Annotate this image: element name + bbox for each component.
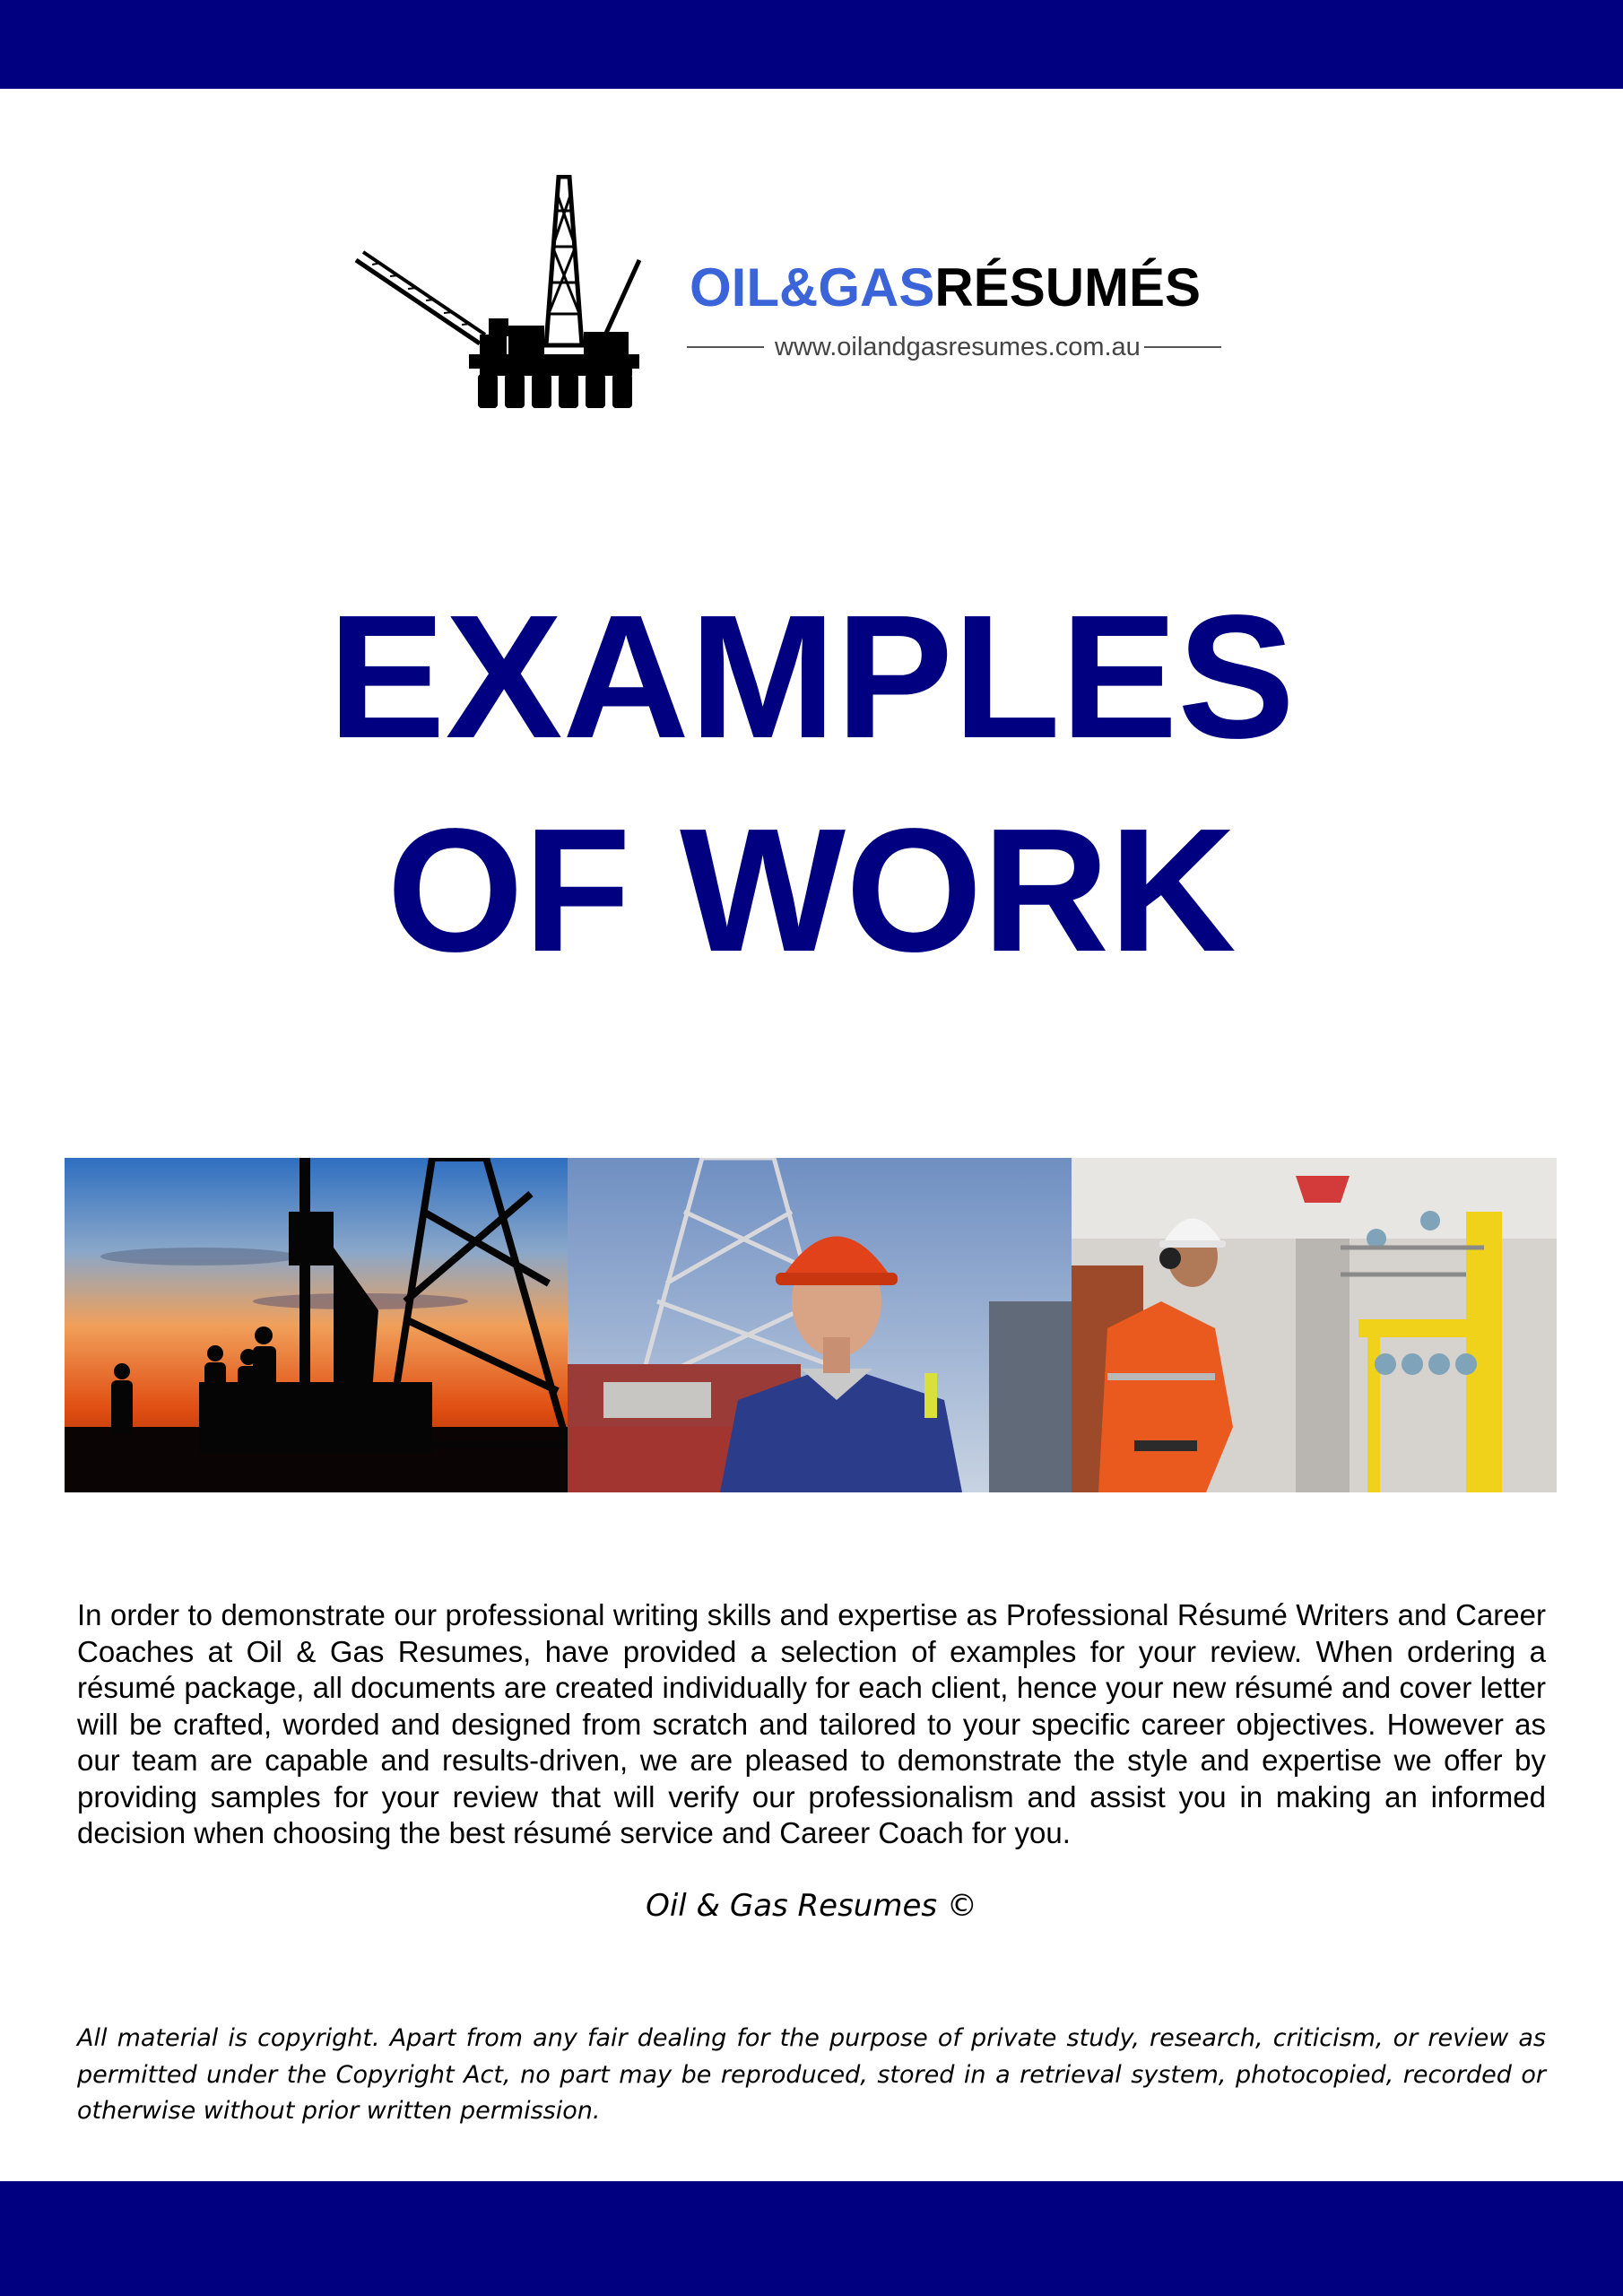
photo-strip [65,1158,1557,1492]
workers-silhouette-pumpjack-sunset-photo [65,1158,568,1492]
headline-line-2: OF WORK [386,792,1237,988]
bottom-footer-band [0,2181,1623,2296]
offshore-oil-rig-icon [354,175,641,408]
divider [687,346,764,348]
oil-worker-orange-hardhat-photo [568,1158,1072,1492]
company-signoff: Oil & Gas Resumes © [646,1888,977,1924]
brand-name [690,254,1201,322]
brand-name-part2: RÉSUMÉS [934,257,1202,317]
brand-logo [687,254,1225,361]
intro-paragraph: In order to demonstrate our professional writing skills and expertise as Professional Résumé Writers and Career Coaches at Oil & Gas Resumes, have provided a selection of examples for your review. When ordering a résumé package, all documents are created individually for each client, hence your new résumé and cover letter will be crafted, worded and designed from scratch and tailored to your specific career objectives. However as our team are capable and results-driven, we are pleased to demonstrate the style and expertise we offer by providing samples for your review that will verify our professionalism and assist you in making an informed decision when choosing the best résumé service and Career Coach for you. [77,1598,1546,1849]
website-url: www.oilandgasresumes.com.au [775,333,1141,361]
copyright-notice: All material is copyright. Apart from any fair dealing for the purpose of private study, research, criticism, or review as permitted under the Copyright Act, no part may be reproduced, stored in a retrieval system, photocopied, recorded or otherwise without prior written permission. [77,2024,1546,2125]
headline-line-1: EXAMPLES [327,578,1296,775]
brand-url-row [687,329,1221,365]
brand-name-part1: OIL&GAS [690,257,935,317]
divider [1144,346,1221,348]
top-header-band [0,0,1623,89]
worker-orange-coverall-plant-photo [1072,1158,1557,1492]
